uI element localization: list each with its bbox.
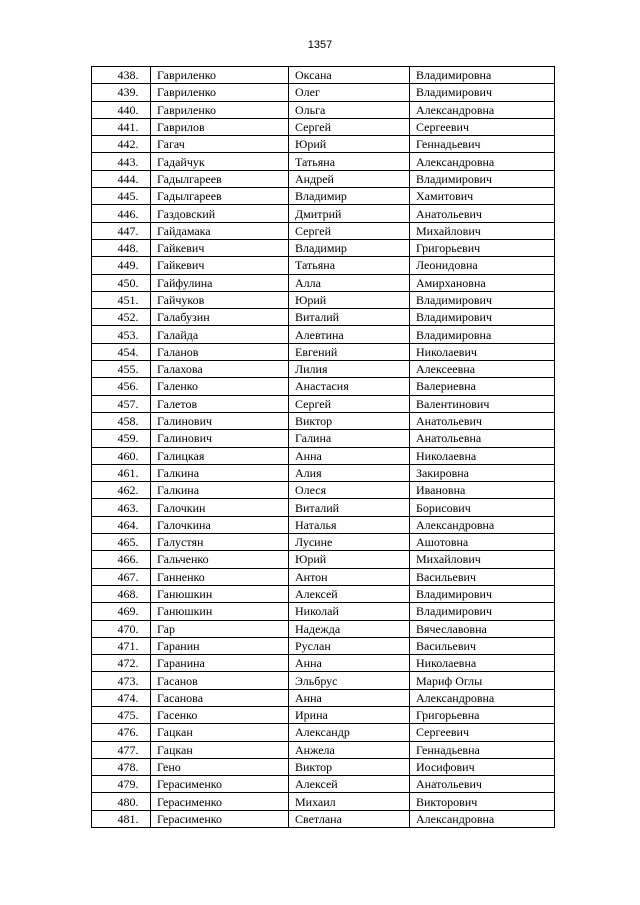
first-name-cell: Ольга: [289, 101, 410, 118]
last-name-cell: Гацкан: [151, 724, 289, 741]
table-row: [92, 118, 555, 135]
patronymic-cell: Сергеевич: [410, 118, 555, 135]
first-name-cell: Виктор: [289, 758, 410, 775]
last-name-cell: Ганненко: [151, 568, 289, 585]
table-row: [92, 758, 555, 775]
patronymic-cell: Владимировна: [410, 67, 555, 84]
first-name-cell: Татьяна: [289, 257, 410, 274]
row-number-cell: 453.: [92, 326, 151, 343]
table-row: [92, 153, 555, 170]
last-name-cell: Гайкевич: [151, 239, 289, 256]
row-number-cell: 448.: [92, 239, 151, 256]
row-number-cell: 442.: [92, 136, 151, 153]
table-row: [92, 239, 555, 256]
row-number-cell: 469.: [92, 603, 151, 620]
names-table-body: [92, 67, 555, 828]
patronymic-cell: Александровна: [410, 810, 555, 827]
row-number-cell: 447.: [92, 222, 151, 239]
first-name-cell: Юрий: [289, 136, 410, 153]
last-name-cell: Гадайчук: [151, 153, 289, 170]
first-name-cell: Анна: [289, 689, 410, 706]
table-row: [92, 568, 555, 585]
last-name-cell: Гайдамака: [151, 222, 289, 239]
row-number-cell: 480.: [92, 793, 151, 810]
first-name-cell: Алевтина: [289, 326, 410, 343]
first-name-cell: Олег: [289, 84, 410, 101]
row-number-cell: 449.: [92, 257, 151, 274]
last-name-cell: Галицкая: [151, 447, 289, 464]
table-row: [92, 222, 555, 239]
row-number-cell: 450.: [92, 274, 151, 291]
first-name-cell: Лилия: [289, 361, 410, 378]
table-row: [92, 603, 555, 620]
table-row: [92, 343, 555, 360]
patronymic-cell: Александровна: [410, 516, 555, 533]
patronymic-cell: Сергеевич: [410, 724, 555, 741]
table-row: [92, 67, 555, 84]
last-name-cell: Гадылгареев: [151, 170, 289, 187]
last-name-cell: Гавриленко: [151, 101, 289, 118]
row-number-cell: 445.: [92, 188, 151, 205]
first-name-cell: Эльбрус: [289, 672, 410, 689]
patronymic-cell: Григорьевич: [410, 239, 555, 256]
table-row: [92, 741, 555, 758]
patronymic-cell: Хамитович: [410, 188, 555, 205]
table-row: [92, 257, 555, 274]
first-name-cell: Наталья: [289, 516, 410, 533]
last-name-cell: Галинович: [151, 430, 289, 447]
last-name-cell: Гавриленко: [151, 67, 289, 84]
patronymic-cell: Анатольевич: [410, 205, 555, 222]
table-row: [92, 136, 555, 153]
row-number-cell: 477.: [92, 741, 151, 758]
row-number-cell: 478.: [92, 758, 151, 775]
last-name-cell: Гено: [151, 758, 289, 775]
first-name-cell: Татьяна: [289, 153, 410, 170]
patronymic-cell: Геннадьевич: [410, 136, 555, 153]
row-number-cell: 461.: [92, 464, 151, 481]
row-number-cell: 466.: [92, 551, 151, 568]
first-name-cell: Алексей: [289, 585, 410, 602]
table-row: [92, 188, 555, 205]
patronymic-cell: Алексеевна: [410, 361, 555, 378]
first-name-cell: Андрей: [289, 170, 410, 187]
last-name-cell: Гайкевич: [151, 257, 289, 274]
last-name-cell: Гальченко: [151, 551, 289, 568]
row-number-cell: 476.: [92, 724, 151, 741]
table-row: [92, 637, 555, 654]
last-name-cell: Герасименко: [151, 793, 289, 810]
first-name-cell: Анна: [289, 655, 410, 672]
first-name-cell: Александр: [289, 724, 410, 741]
table-row: [92, 447, 555, 464]
last-name-cell: Галкина: [151, 482, 289, 499]
patronymic-cell: Владимирович: [410, 585, 555, 602]
last-name-cell: Ганюшкин: [151, 585, 289, 602]
row-number-cell: 468.: [92, 585, 151, 602]
first-name-cell: Виктор: [289, 412, 410, 429]
table-row: [92, 689, 555, 706]
last-name-cell: Галетов: [151, 395, 289, 412]
row-number-cell: 471.: [92, 637, 151, 654]
row-number-cell: 455.: [92, 361, 151, 378]
table-row: [92, 534, 555, 551]
last-name-cell: Гайфулина: [151, 274, 289, 291]
table-row: [92, 361, 555, 378]
last-name-cell: Гадылгареев: [151, 188, 289, 205]
row-number-cell: 444.: [92, 170, 151, 187]
row-number-cell: 440.: [92, 101, 151, 118]
row-number-cell: 443.: [92, 153, 151, 170]
first-name-cell: Надежда: [289, 620, 410, 637]
patronymic-cell: Александровна: [410, 689, 555, 706]
first-name-cell: Лусине: [289, 534, 410, 551]
first-name-cell: Сергей: [289, 222, 410, 239]
first-name-cell: Анна: [289, 447, 410, 464]
last-name-cell: Гавриленко: [151, 84, 289, 101]
first-name-cell: Светлана: [289, 810, 410, 827]
row-number-cell: 470.: [92, 620, 151, 637]
first-name-cell: Дмитрий: [289, 205, 410, 222]
table-row: [92, 84, 555, 101]
first-name-cell: Ирина: [289, 706, 410, 723]
last-name-cell: Галочкин: [151, 499, 289, 516]
last-name-cell: Галустян: [151, 534, 289, 551]
last-name-cell: Гагач: [151, 136, 289, 153]
row-number-cell: 439.: [92, 84, 151, 101]
last-name-cell: Галинович: [151, 412, 289, 429]
last-name-cell: Гаранина: [151, 655, 289, 672]
first-name-cell: Михаил: [289, 793, 410, 810]
first-name-cell: Алла: [289, 274, 410, 291]
patronymic-cell: Владимирович: [410, 603, 555, 620]
first-name-cell: Николай: [289, 603, 410, 620]
table-row: [92, 499, 555, 516]
table-row: [92, 620, 555, 637]
last-name-cell: Галенко: [151, 378, 289, 395]
first-name-cell: Виталий: [289, 499, 410, 516]
names-table: [91, 66, 555, 828]
first-name-cell: Сергей: [289, 118, 410, 135]
first-name-cell: Анжела: [289, 741, 410, 758]
row-number-cell: 479.: [92, 776, 151, 793]
table-row: [92, 482, 555, 499]
patronymic-cell: Иосифович: [410, 758, 555, 775]
table-row: [92, 724, 555, 741]
row-number-cell: 441.: [92, 118, 151, 135]
table-row: [92, 430, 555, 447]
first-name-cell: Алия: [289, 464, 410, 481]
last-name-cell: Галахова: [151, 361, 289, 378]
last-name-cell: Галайда: [151, 326, 289, 343]
row-number-cell: 459.: [92, 430, 151, 447]
first-name-cell: Антон: [289, 568, 410, 585]
patronymic-cell: Геннадьевна: [410, 741, 555, 758]
row-number-cell: 463.: [92, 499, 151, 516]
first-name-cell: Евгений: [289, 343, 410, 360]
patronymic-cell: Викторович: [410, 793, 555, 810]
patronymic-cell: Валериевна: [410, 378, 555, 395]
row-number-cell: 446.: [92, 205, 151, 222]
table-row: [92, 170, 555, 187]
row-number-cell: 458.: [92, 412, 151, 429]
row-number-cell: 473.: [92, 672, 151, 689]
patronymic-cell: Владимирович: [410, 291, 555, 308]
patronymic-cell: Ивановна: [410, 482, 555, 499]
row-number-cell: 457.: [92, 395, 151, 412]
first-name-cell: Руслан: [289, 637, 410, 654]
first-name-cell: Виталий: [289, 309, 410, 326]
patronymic-cell: Борисович: [410, 499, 555, 516]
table-row: [92, 291, 555, 308]
patronymic-cell: Владимировна: [410, 326, 555, 343]
row-number-cell: 451.: [92, 291, 151, 308]
row-number-cell: 438.: [92, 67, 151, 84]
patronymic-cell: Валентинович: [410, 395, 555, 412]
table-row: [92, 309, 555, 326]
last-name-cell: Ганюшкин: [151, 603, 289, 620]
row-number-cell: 475.: [92, 706, 151, 723]
patronymic-cell: Ашотовна: [410, 534, 555, 551]
patronymic-cell: Вячеславовна: [410, 620, 555, 637]
patronymic-cell: Васильевич: [410, 568, 555, 585]
row-number-cell: 452.: [92, 309, 151, 326]
first-name-cell: Юрий: [289, 291, 410, 308]
patronymic-cell: Александровна: [410, 101, 555, 118]
table-row: [92, 274, 555, 291]
table-row: [92, 585, 555, 602]
table-row: [92, 655, 555, 672]
last-name-cell: Гацкан: [151, 741, 289, 758]
row-number-cell: 456.: [92, 378, 151, 395]
table-row: [92, 412, 555, 429]
first-name-cell: Алексей: [289, 776, 410, 793]
first-name-cell: Владимир: [289, 239, 410, 256]
first-name-cell: Владимир: [289, 188, 410, 205]
patronymic-cell: Александровна: [410, 153, 555, 170]
patronymic-cell: Леонидовна: [410, 257, 555, 274]
last-name-cell: Галкина: [151, 464, 289, 481]
last-name-cell: Гаврилов: [151, 118, 289, 135]
row-number-cell: 481.: [92, 810, 151, 827]
table-row: [92, 205, 555, 222]
patronymic-cell: Васильевич: [410, 637, 555, 654]
patronymic-cell: Анатольевич: [410, 412, 555, 429]
page-number: 1357: [307, 39, 333, 51]
patronymic-cell: Анатольевич: [410, 776, 555, 793]
row-number-cell: 462.: [92, 482, 151, 499]
last-name-cell: Гасанова: [151, 689, 289, 706]
last-name-cell: Герасименко: [151, 776, 289, 793]
table-row: [92, 672, 555, 689]
patronymic-cell: Владимирович: [410, 84, 555, 101]
last-name-cell: Галанов: [151, 343, 289, 360]
last-name-cell: Гаранин: [151, 637, 289, 654]
table-row: [92, 101, 555, 118]
first-name-cell: Юрий: [289, 551, 410, 568]
table-row: [92, 706, 555, 723]
last-name-cell: Гар: [151, 620, 289, 637]
patronymic-cell: Владимирович: [410, 170, 555, 187]
patronymic-cell: Михайлович: [410, 222, 555, 239]
last-name-cell: Галочкина: [151, 516, 289, 533]
first-name-cell: Галина: [289, 430, 410, 447]
table-row: [92, 464, 555, 481]
table-row: [92, 378, 555, 395]
row-number-cell: 465.: [92, 534, 151, 551]
patronymic-cell: Михайлович: [410, 551, 555, 568]
patronymic-cell: Закировна: [410, 464, 555, 481]
patronymic-cell: Мариф Оглы: [410, 672, 555, 689]
last-name-cell: Гасенко: [151, 706, 289, 723]
last-name-cell: Галабузин: [151, 309, 289, 326]
first-name-cell: Оксана: [289, 67, 410, 84]
patronymic-cell: Владимирович: [410, 309, 555, 326]
patronymic-cell: Николаевич: [410, 343, 555, 360]
table-row: [92, 326, 555, 343]
row-number-cell: 464.: [92, 516, 151, 533]
table-row: [92, 516, 555, 533]
row-number-cell: 460.: [92, 447, 151, 464]
table-row: [92, 395, 555, 412]
last-name-cell: Гайчуков: [151, 291, 289, 308]
last-name-cell: Гасанов: [151, 672, 289, 689]
patronymic-cell: Николаевна: [410, 447, 555, 464]
last-name-cell: Герасименко: [151, 810, 289, 827]
row-number-cell: 472.: [92, 655, 151, 672]
patronymic-cell: Николаевна: [410, 655, 555, 672]
row-number-cell: 467.: [92, 568, 151, 585]
table-row: [92, 776, 555, 793]
patronymic-cell: Григорьевна: [410, 706, 555, 723]
first-name-cell: Сергей: [289, 395, 410, 412]
first-name-cell: Анастасия: [289, 378, 410, 395]
row-number-cell: 454.: [92, 343, 151, 360]
table-row: [92, 810, 555, 827]
row-number-cell: 474.: [92, 689, 151, 706]
table-row: [92, 551, 555, 568]
patronymic-cell: Анатольевна: [410, 430, 555, 447]
patronymic-cell: Амирхановна: [410, 274, 555, 291]
last-name-cell: Газдовский: [151, 205, 289, 222]
first-name-cell: Олеся: [289, 482, 410, 499]
table-row: [92, 793, 555, 810]
